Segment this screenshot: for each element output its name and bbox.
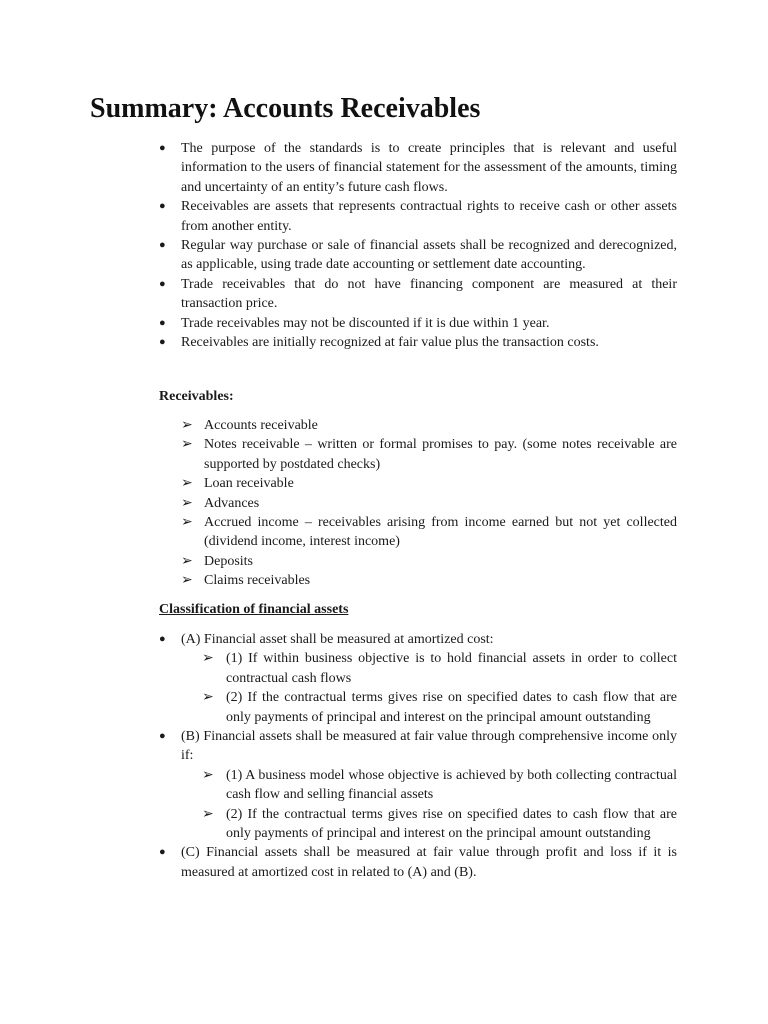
list-item <box>159 197 677 236</box>
list-item-text: (B) Financial assets shall be measured at fair value through comprehensive income only if: <box>181 729 677 764</box>
list-item <box>159 843 677 882</box>
list-item-text: (2) If the contractual terms gives rise on specified dates to cash flow that are only payments of principal and interest on the principal amount outstanding <box>226 690 677 725</box>
list-item-text: The purpose of the standards is to create principles that is relevant and useful information to the users of financial statement for the assessment of the amounts, timing and uncertainty of an entity’s future cash flows. <box>181 141 677 195</box>
list-item-text: (2) If the contractual terms gives rise on specified dates to cash flow that are only payments of principal and interest on the principal amount outstanding <box>226 806 677 842</box>
bullet-icon: ● <box>159 277 166 290</box>
list-item-text: Notes receivable – written or formal promises to pay. (some notes receivable are supported by postdated checks) <box>204 437 677 472</box>
list-item <box>159 333 677 352</box>
list-item <box>181 474 677 493</box>
list-item <box>181 513 677 552</box>
intro-bullet-list <box>0 139 768 352</box>
list-item <box>181 571 677 590</box>
list-item-text: Accrued income – receivables arising from income earned but not yet collected (dividend income, interest income) <box>204 515 677 550</box>
sub-list-item <box>202 766 677 805</box>
arrow-bullet-icon: ➢ <box>181 515 193 531</box>
list-item-text: Regular way purchase or sale of financial assets shall be recognized and derecognized, as applicable, using trade date accounting or settlement date accounting. <box>181 238 677 273</box>
list-item <box>159 139 677 197</box>
list-item-text: Accounts receivable <box>204 418 318 433</box>
list-item <box>181 435 677 474</box>
list-item-text: Deposits <box>204 553 253 569</box>
list-item <box>181 494 677 513</box>
list-item-text: Receivables are initially recognized at fair value plus the transaction costs. <box>181 335 599 351</box>
arrow-bullet-icon: ➢ <box>202 651 214 667</box>
sub-list-item <box>202 688 677 727</box>
arrow-bullet-icon: ➢ <box>202 690 214 706</box>
page-title: Summary: Accounts Receivables <box>90 93 481 124</box>
list-item-text: (A) Financial asset shall be measured at amortized cost: <box>181 632 494 647</box>
list-item-text: Advances <box>204 495 260 511</box>
list-item <box>159 236 677 275</box>
list-item-text: (1) A business model whose objective is achieved by both collecting contractual cash flow and selling financial assets <box>226 767 677 803</box>
bullet-icon: ● <box>159 142 166 154</box>
arrow-bullet-icon: ➢ <box>181 476 193 492</box>
arrow-bullet-icon: ➢ <box>181 553 193 569</box>
arrow-bullet-icon: ➢ <box>181 495 193 511</box>
list-item-text: Trade receivables may not be discounted if it is due within 1 year. <box>181 315 550 331</box>
list-item-text: Loan receivable <box>204 476 294 492</box>
sub-list-item <box>202 805 677 844</box>
list-item <box>159 630 677 649</box>
bullet-icon: ● <box>159 239 166 252</box>
list-item-text: (1) If within business objective is to hold financial assets in order to collect contractual cash flows <box>226 651 677 686</box>
list-item-text: Receivables are assets that represents contractual rights to receive cash or other assets from another entity. <box>181 199 677 234</box>
list-item-text: (C) Financial assets shall be measured at fair value through profit and loss if it is measured at amortized cost in related to (A) and (B). <box>181 845 677 880</box>
bullet-icon: ● <box>159 846 166 859</box>
bullet-icon: ● <box>159 316 166 329</box>
arrow-bullet-icon: ➢ <box>181 437 193 453</box>
classification-heading: Classification of financial assets <box>159 602 349 617</box>
bullet-icon: ● <box>159 730 166 743</box>
bullet-icon: ● <box>159 200 166 213</box>
bullet-icon: ● <box>159 633 166 645</box>
list-item <box>181 416 677 435</box>
arrow-bullet-icon: ➢ <box>202 806 214 822</box>
receivables-list <box>0 416 768 591</box>
list-item <box>159 727 677 766</box>
list-item <box>159 314 677 333</box>
list-item <box>181 552 677 571</box>
list-item <box>159 275 677 314</box>
arrow-bullet-icon: ➢ <box>181 573 193 589</box>
sub-list-item <box>202 649 677 688</box>
arrow-bullet-icon: ➢ <box>181 418 193 433</box>
list-item-text: Trade receivables that do not have financing component are measured at their transaction price. <box>181 276 677 312</box>
receivables-heading: Receivables: <box>159 389 234 404</box>
bullet-icon: ● <box>159 336 166 349</box>
classification-list <box>0 630 768 882</box>
arrow-bullet-icon: ➢ <box>202 767 214 783</box>
list-item-text: Claims receivables <box>204 573 311 589</box>
